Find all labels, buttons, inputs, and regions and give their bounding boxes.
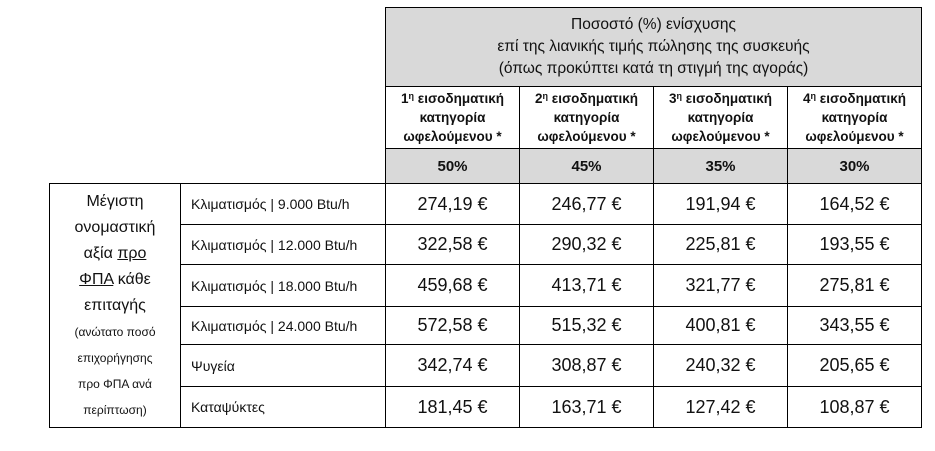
row-item: Καταψύκτες bbox=[181, 387, 386, 428]
header-line-1: Ποσοστό (%) ενίσχυσης bbox=[571, 16, 736, 33]
value-cell: 246,77 € bbox=[520, 184, 654, 225]
value-cell: 515,32 € bbox=[520, 307, 654, 345]
value-cell: 322,58 € bbox=[386, 225, 520, 265]
value-cell: 191,94 € bbox=[654, 184, 788, 225]
header-line-2: επί της λιανικής τιμής πώλησης της συσκευής bbox=[497, 38, 810, 55]
percent-3: 35% bbox=[654, 149, 788, 184]
header-line-3: (όπως προκύπτει κατά τη στιγμή της αγοράς) bbox=[498, 60, 809, 77]
value-cell: 459,68 € bbox=[386, 265, 520, 307]
category-header-3: $3^\eta$ εισοδηματική κατηγορία ωφελούμενου * bbox=[654, 87, 788, 149]
empty-corner bbox=[50, 8, 386, 87]
row-item: Ψυγεία bbox=[181, 345, 386, 387]
value-cell: 274,19 € bbox=[386, 184, 520, 225]
category-header-4: $4^\eta$ εισοδηματική κατηγορία ωφελούμενου * bbox=[788, 87, 922, 149]
value-cell: 400,81 € bbox=[654, 307, 788, 345]
empty-corner-3 bbox=[50, 149, 386, 184]
value-cell: 342,74 € bbox=[386, 345, 520, 387]
row-item: Κλιματισμός | 9.000 Btu/h bbox=[181, 184, 386, 225]
percent-4: 30% bbox=[788, 149, 922, 184]
category-header-2: $2^\eta$ εισοδηματική κατηγορία ωφελούμενου * bbox=[520, 87, 654, 149]
value-cell: 225,81 € bbox=[654, 225, 788, 265]
value-cell: 163,71 € bbox=[520, 387, 654, 428]
category-header-1: $1^\eta$ εισοδηματική κατηγορία ωφελούμενου * bbox=[386, 87, 520, 149]
value-cell: 205,65 € bbox=[788, 345, 922, 387]
value-cell: 240,32 € bbox=[654, 345, 788, 387]
value-cell: 164,52 € bbox=[788, 184, 922, 225]
value-cell: 308,87 € bbox=[520, 345, 654, 387]
row-item: Κλιματισμός | 12.000 Btu/h bbox=[181, 225, 386, 265]
max-value-label: Μέγιστη ονομαστική αξία προ ΦΠΑ κάθε επιταγής (ανώτατο ποσό επιχορήγησης προ ΦΠΑ ανά περίπτωση) bbox=[50, 184, 181, 428]
value-cell: 127,42 € bbox=[654, 387, 788, 428]
header-title-cell bbox=[386, 8, 922, 87]
subsidy-table bbox=[49, 7, 922, 428]
value-cell: 275,81 € bbox=[788, 265, 922, 307]
row-item: Κλιματισμός | 18.000 Btu/h bbox=[181, 265, 386, 307]
percent-1: 50% bbox=[386, 149, 520, 184]
value-cell: 108,87 € bbox=[788, 387, 922, 428]
value-cell: 193,55 € bbox=[788, 225, 922, 265]
value-cell: 321,77 € bbox=[654, 265, 788, 307]
percent-2: 45% bbox=[520, 149, 654, 184]
value-cell: 290,32 € bbox=[520, 225, 654, 265]
value-cell: 181,45 € bbox=[386, 387, 520, 428]
value-cell: 413,71 € bbox=[520, 265, 654, 307]
empty-corner-2 bbox=[50, 87, 386, 149]
value-cell: 572,58 € bbox=[386, 307, 520, 345]
value-cell: 343,55 € bbox=[788, 307, 922, 345]
row-item: Κλιματισμός | 24.000 Btu/h bbox=[181, 307, 386, 345]
